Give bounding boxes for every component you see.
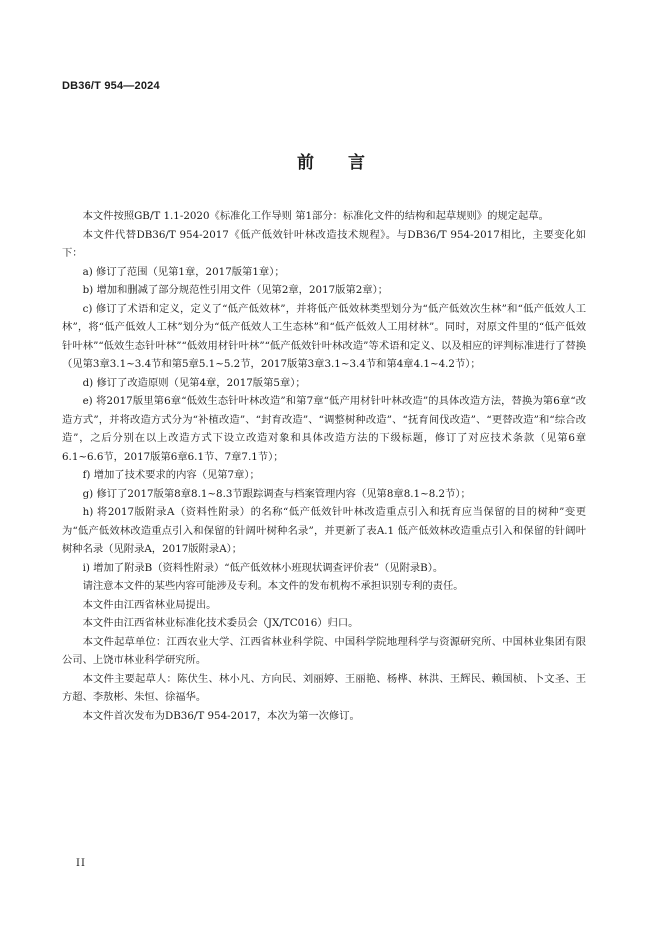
foreword-body <box>62 207 586 725</box>
paragraph-drafting-rules: 本文件按照GB/T 1.1-2020《标准化工作导则 第1部分：标准化文件的结构和起草规则》的规定起草。 <box>82 210 549 222</box>
paragraph-patent-notice: 请注意本文件的某些内容可能涉及专利。本文件的发布机构不承担识别专利的责任。 <box>82 580 464 592</box>
paragraph-first-release: 本文件首次发布为DB36/T 954-2017，本次为第一次修订。 <box>82 709 360 722</box>
change-item-h: h) 将2017版附录A（资料性附录）的名称“低产低效针叶林改造重点引入和抚育应当保留的目的树种”变更为“低产低效林改造重点引入和保留的针阔叶树种名录”，并更新了表A.1 低产低效林改造重点引入和保留的针阔叶树种名录（见附录A，2017版附录A）； <box>62 506 586 555</box>
change-item-g: g) 修订了2017版第8章8.1~8.3节跟踪调查与档案管理内容（见第8章8.1~8.2节）； <box>82 487 471 500</box>
standard-code-header: DB36/T 954—2024 <box>62 80 160 92</box>
change-item-a: a) 修订了范围（见第1章，2017版第1章）； <box>82 265 285 278</box>
change-item-f: f) 增加了技术要求的内容（见第7章）； <box>82 469 260 481</box>
paragraph-drafting-units: 本文件起草单位：江西农业大学、江西省林业科学院、中国科学院地理科学与资源研究所、中国林业集团有限公司、上饶市林业科学研究所。 <box>62 635 586 666</box>
paragraph-replacement: 本文件代替DB36/T 954-2017《低产低效针叶林改造技术规程》。与DB36/T 954-2017相比，主要变化如下： <box>62 228 586 259</box>
page-title: 前 言 <box>297 153 379 173</box>
paragraph-proposer: 本文件由江西省林业局提出。 <box>82 598 217 611</box>
paragraph-committee: 本文件由江西省林业标准化技术委员会（JX/TC016）归口。 <box>82 617 359 629</box>
change-item-c: c) 修订了术语和定义，定义了“低产低效林”，并将低产低效林类型划分为“低产低效次生林”和“低产低效人工林”，将“低产低效人工林”划分为“低产低效人工生态林”和“低产低效人工用材林”。同时，对原文件里的“低产低效针叶林”“低效生态针叶林”“低效用材针叶林”“低产低效针叶林改造”等术语和定义、以及相应的评判标准进行了替换（见第3章3.1~3.4节和第5章5.1~5.2节，2017版第3章3.1~3.4节和第4章4.1~4.2节）； <box>62 302 586 370</box>
page-number: II <box>76 858 86 869</box>
change-item-i: i) 增加了附录B（资料性附录）“低产低效林小班现状调查评价表”（见附录B）。 <box>82 561 444 574</box>
change-item-b: b) 增加和删减了部分规范性引用文件（见第2章，2017版第2章）； <box>82 284 389 296</box>
change-item-e: e) 将2017版里第6章“低效生态针叶林改造”和第7章“低产用材针叶林改造”的具体改造方法，替换为第6章“改造方式”，并将改造方式分为“补植改造”、“封育改造”、“调整树种改造”、“抚育间伐改造”、“更替改造”和“综合改造”，之后分别在以上改造方式下设立改造对象和具体改造方法的下级标题，修订了对应技术条款（见第6章6.1~6.6节，2017版第6章6.1节、7章7.1节）； <box>62 395 586 463</box>
change-item-d: d) 修订了改造原则（见第4章，2017版第5章）； <box>82 376 306 389</box>
paragraph-drafters: 本文件主要起草人：陈伏生、林小凡、方向民、刘丽婷、王丽艳、杨桦、林洪、王辉民、赖国桢、卜文圣、王方超、李敖彬、朱恒、徐福华。 <box>62 672 586 703</box>
